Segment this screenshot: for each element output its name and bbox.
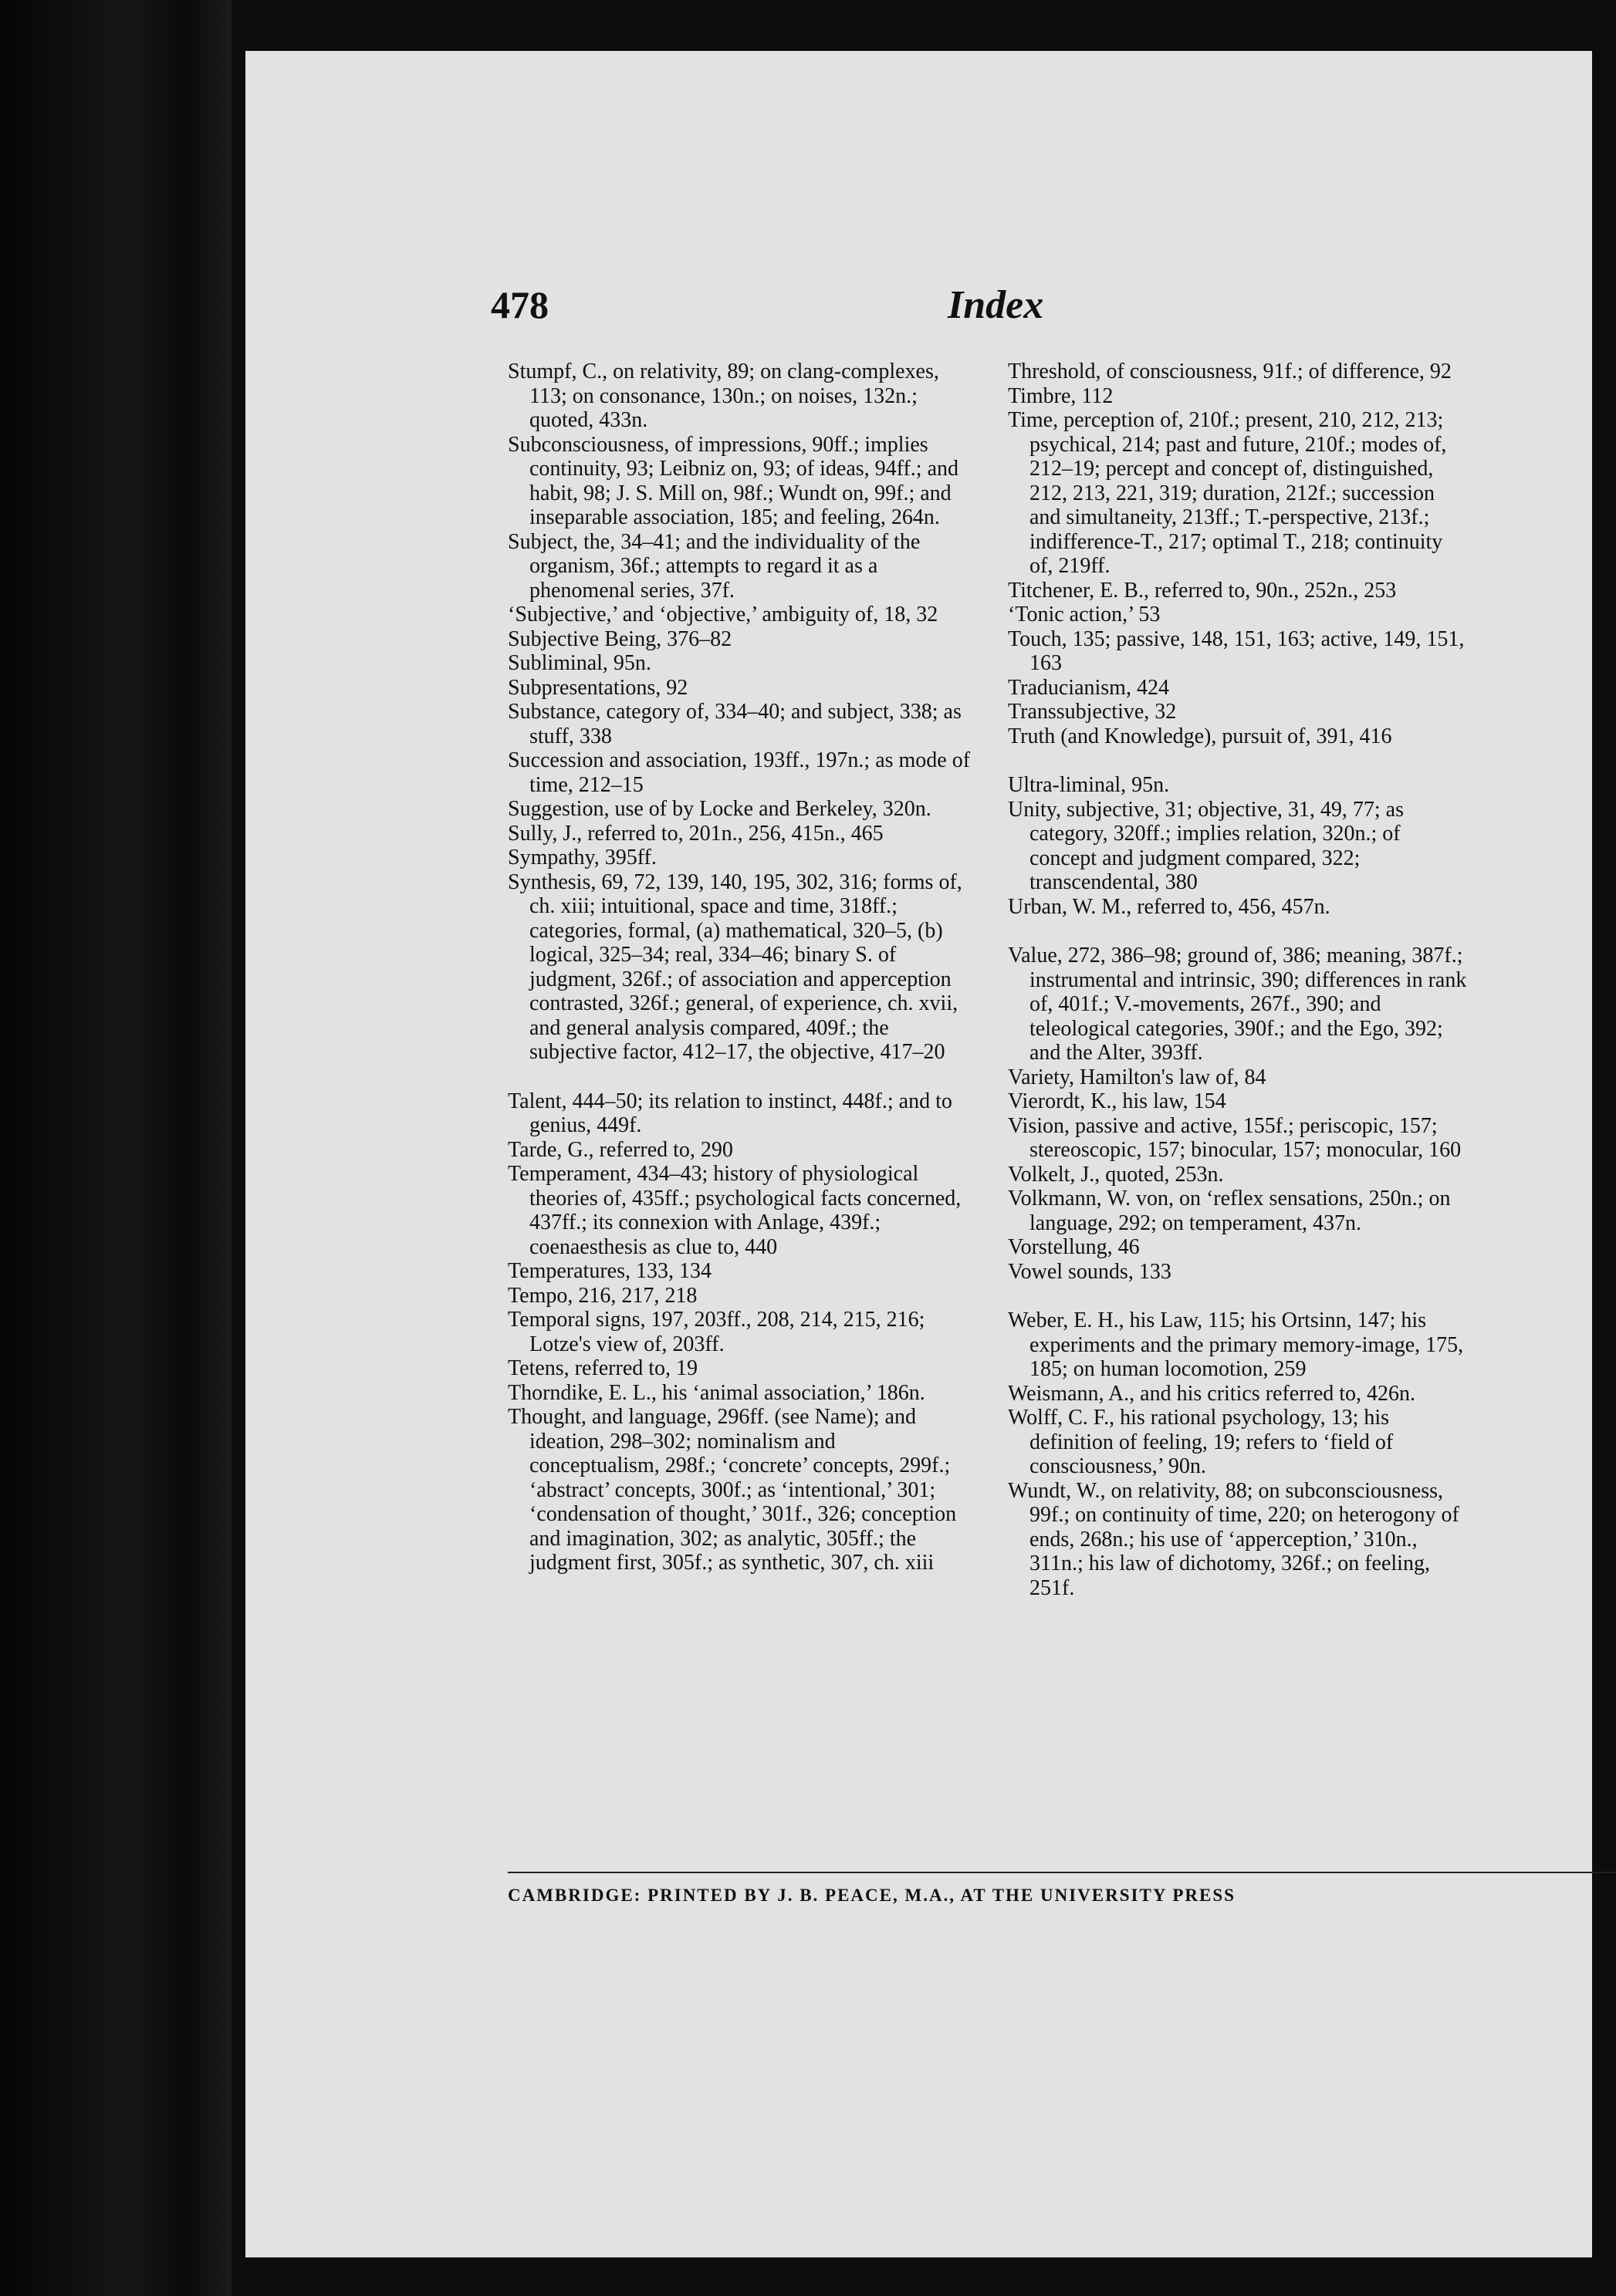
index-entry: Ultra-liminal, 95n. [1008,773,1170,797]
index-entry: Volkelt, J., quoted, 253n. [1008,1162,1224,1187]
index-entry: Vowel sounds, 133 [1008,1259,1171,1284]
book-spine-shadow [0,0,232,2296]
page-number: 478 [491,283,549,326]
index-entry: Traducianism, 424 [1008,675,1169,700]
index-entry: Unity, subjective, 31; objective, 31, 49, 77; as category, 320ff.; implies relation, 320n.; of concept and judgment compared, 322; transcendental, 380 [1008,797,1404,894]
index-entry: Substance, category of, 334–40; and subject, 338; as stuff, 338 [508,700,962,748]
index-entry: Wolff, C. F., his rational psychology, 13; his definition of feeling, 19; refers to ‘field of consciousness,’ 90n. [1008,1406,1394,1478]
index-entry: Subconsciousness, of impressions, 90ff.; implies continuity, 93; Leibniz on, 93; of ideas, 94ff.; and habit, 98; J. S. Mill on, 98f.; Wundt on, 99f.; and inseparable association, 185; and feeling, 264n. [508,432,959,529]
index-entry: Subpresentations, 92 [508,675,688,700]
index-entry: Transsubjective, 32 [1008,700,1177,724]
index-entry: Vision, passive and active, 155f.; periscopic, 157; stereoscopic, 157; binocular, 157; monocular, 160 [1008,1113,1462,1162]
index-entry: Synthesis, 69, 72, 139, 140, 195, 302, 316; forms of, ch. xiii; intuitional, space and time, 318ff.; categories, formal, (a) mathematical, 320–5, (b) logical, 325–34; real, 334–46; binary S. of judgment, 326f.; of association and apperception contrasted, 326f.; general, of experience, ch. xvii, and general analysis compared, 409f.; the subjective factor, 412–17, the objective, 417–20 [508,869,962,1064]
index-entry: Truth (and Knowledge), pursuit of, 391, 416 [1008,724,1392,748]
index-entry: Variety, Hamilton's law of, 84 [1008,1065,1266,1089]
index-entry: Thought, and language, 296ff. (see Name); and ideation, 298–302; nominalism and conceptualism, 298f.; ‘concrete’ concepts, 299f.; ‘abstract’ concepts, 300f.; as ‘intentional,’ 301; ‘condensation of thought,’ 301f., 326; conception and imagination, 302; as analytic, 305ff.; the judgment first, 305f.; as synthetic, 307, ch. xiii [508,1405,957,1575]
printer-imprint: CAMBRIDGE: PRINTED BY J. B. PEACE, M.A., AT THE UNIVERSITY PRESS [508,1886,1236,1905]
index-entry: Weismann, A., and his critics referred to, 426n. [1008,1381,1416,1406]
index-entry: Succession and association, 193ff., 197n.; as mode of time, 212–15 [508,748,971,797]
index-entry: Time, perception of, 210f.; present, 210, 212, 213; psychical, 214; past and future, 210f.; modes of, 212–19; percept and concept of, distinguished, 212, 213, 221, 319; duration, 212f.; succession and simultaneity, 213ff.; T.-perspective, 213f.; indifference-T., 217; optimal T., 218; continuity of, 219ff. [1008,408,1447,578]
index-entry: Touch, 135; passive, 148, 151, 163; active, 149, 151, 163 [1008,626,1465,675]
index-entry: ‘Tonic action,’ 53 [1008,603,1161,626]
index-entry: Suggestion, use of by Locke and Berkeley, 320n. [508,797,931,821]
index-column-right [1008,360,1471,1600]
index-entry: Timbre, 112 [1008,383,1114,408]
index-entry: ‘Subjective,’ and ‘objective,’ ambiguity of, 18, 32 [508,603,938,626]
index-entry: Titchener, E. B., referred to, 90n., 252n., 253 [1008,578,1397,603]
index-entry: Subliminal, 95n. [508,651,651,675]
index-entry: Volkmann, W. von, on ‘reflex sensations, 250n.; on language, 292; on temperament, 437n. [1008,1187,1451,1235]
index-entry: Value, 272, 386–98; ground of, 386; meaning, 387f.; instrumental and intrinsic, 390; differences in rank of, 401f.; V.-movements, 267f., 390; and teleological categories, 390f.; and the Ego, 392; and the Alter, 393ff. [1008,944,1467,1065]
running-head: Index [948,283,1044,327]
index-entry: Thorndike, E. L., his ‘animal association,’ 186n. [508,1380,925,1405]
footer-rule [508,1872,1616,1873]
index-entry: Weber, E. H., his Law, 115; his Ortsinn, 147; his experiments and the primary memory-image, 175, 185; on human locomotion, 259 [1008,1308,1464,1381]
index-entry: Vorstellung, 46 [1008,1235,1140,1259]
book-page [245,51,1592,2257]
index-entry: Temperatures, 133, 134 [508,1259,712,1283]
index-entry: Urban, W. M., referred to, 456, 457n. [1008,894,1330,919]
index-entry: Subjective Being, 376–82 [508,626,732,651]
index-entry: Tempo, 216, 217, 218 [508,1283,698,1308]
index-entry: Stumpf, C., on relativity, 89; on clang-complexes, 113; on consonance, 130n.; on noises, 132n.; quoted, 433n. [508,360,939,432]
index-entry: Wundt, W., on relativity, 88; on subconsciousness, 99f.; on continuity of time, 220; on heterogony of ends, 268n.; his use of ‘apperception,’ 310n., 311n.; his law of dichotomy, 326f.; on feeling, 251f. [1008,1478,1459,1600]
index-entry: Sully, J., referred to, 201n., 256, 415n., 465 [508,821,884,846]
index-entry: Temperament, 434–43; history of physiological theories of, 435ff.; psychological facts concerned, 437ff.; its connexion with Anlage, 439f.; coenaesthesis as clue to, 440 [508,1162,962,1259]
index-entry: Temporal signs, 197, 203ff., 208, 214, 215, 216; Lotze's view of, 203ff. [508,1308,925,1356]
index-entry: Tetens, referred to, 19 [508,1356,698,1380]
index-entry: Subject, the, 34–41; and the individuality of the organism, 36f.; attempts to regard it as a phenomenal series, 37f. [508,529,921,603]
index-entry: Vierordt, K., his law, 154 [1008,1089,1226,1113]
index-entry: Threshold, of consciousness, 91f.; of difference, 92 [1008,360,1452,383]
index-entry: Tarde, G., referred to, 290 [508,1137,733,1162]
page-header [245,282,1592,344]
index-column-left [508,360,971,1575]
index-entry: Sympathy, 395ff. [508,846,657,869]
index-entry: Talent, 444–50; its relation to instinct, 448f.; and to genius, 449f. [508,1089,952,1137]
